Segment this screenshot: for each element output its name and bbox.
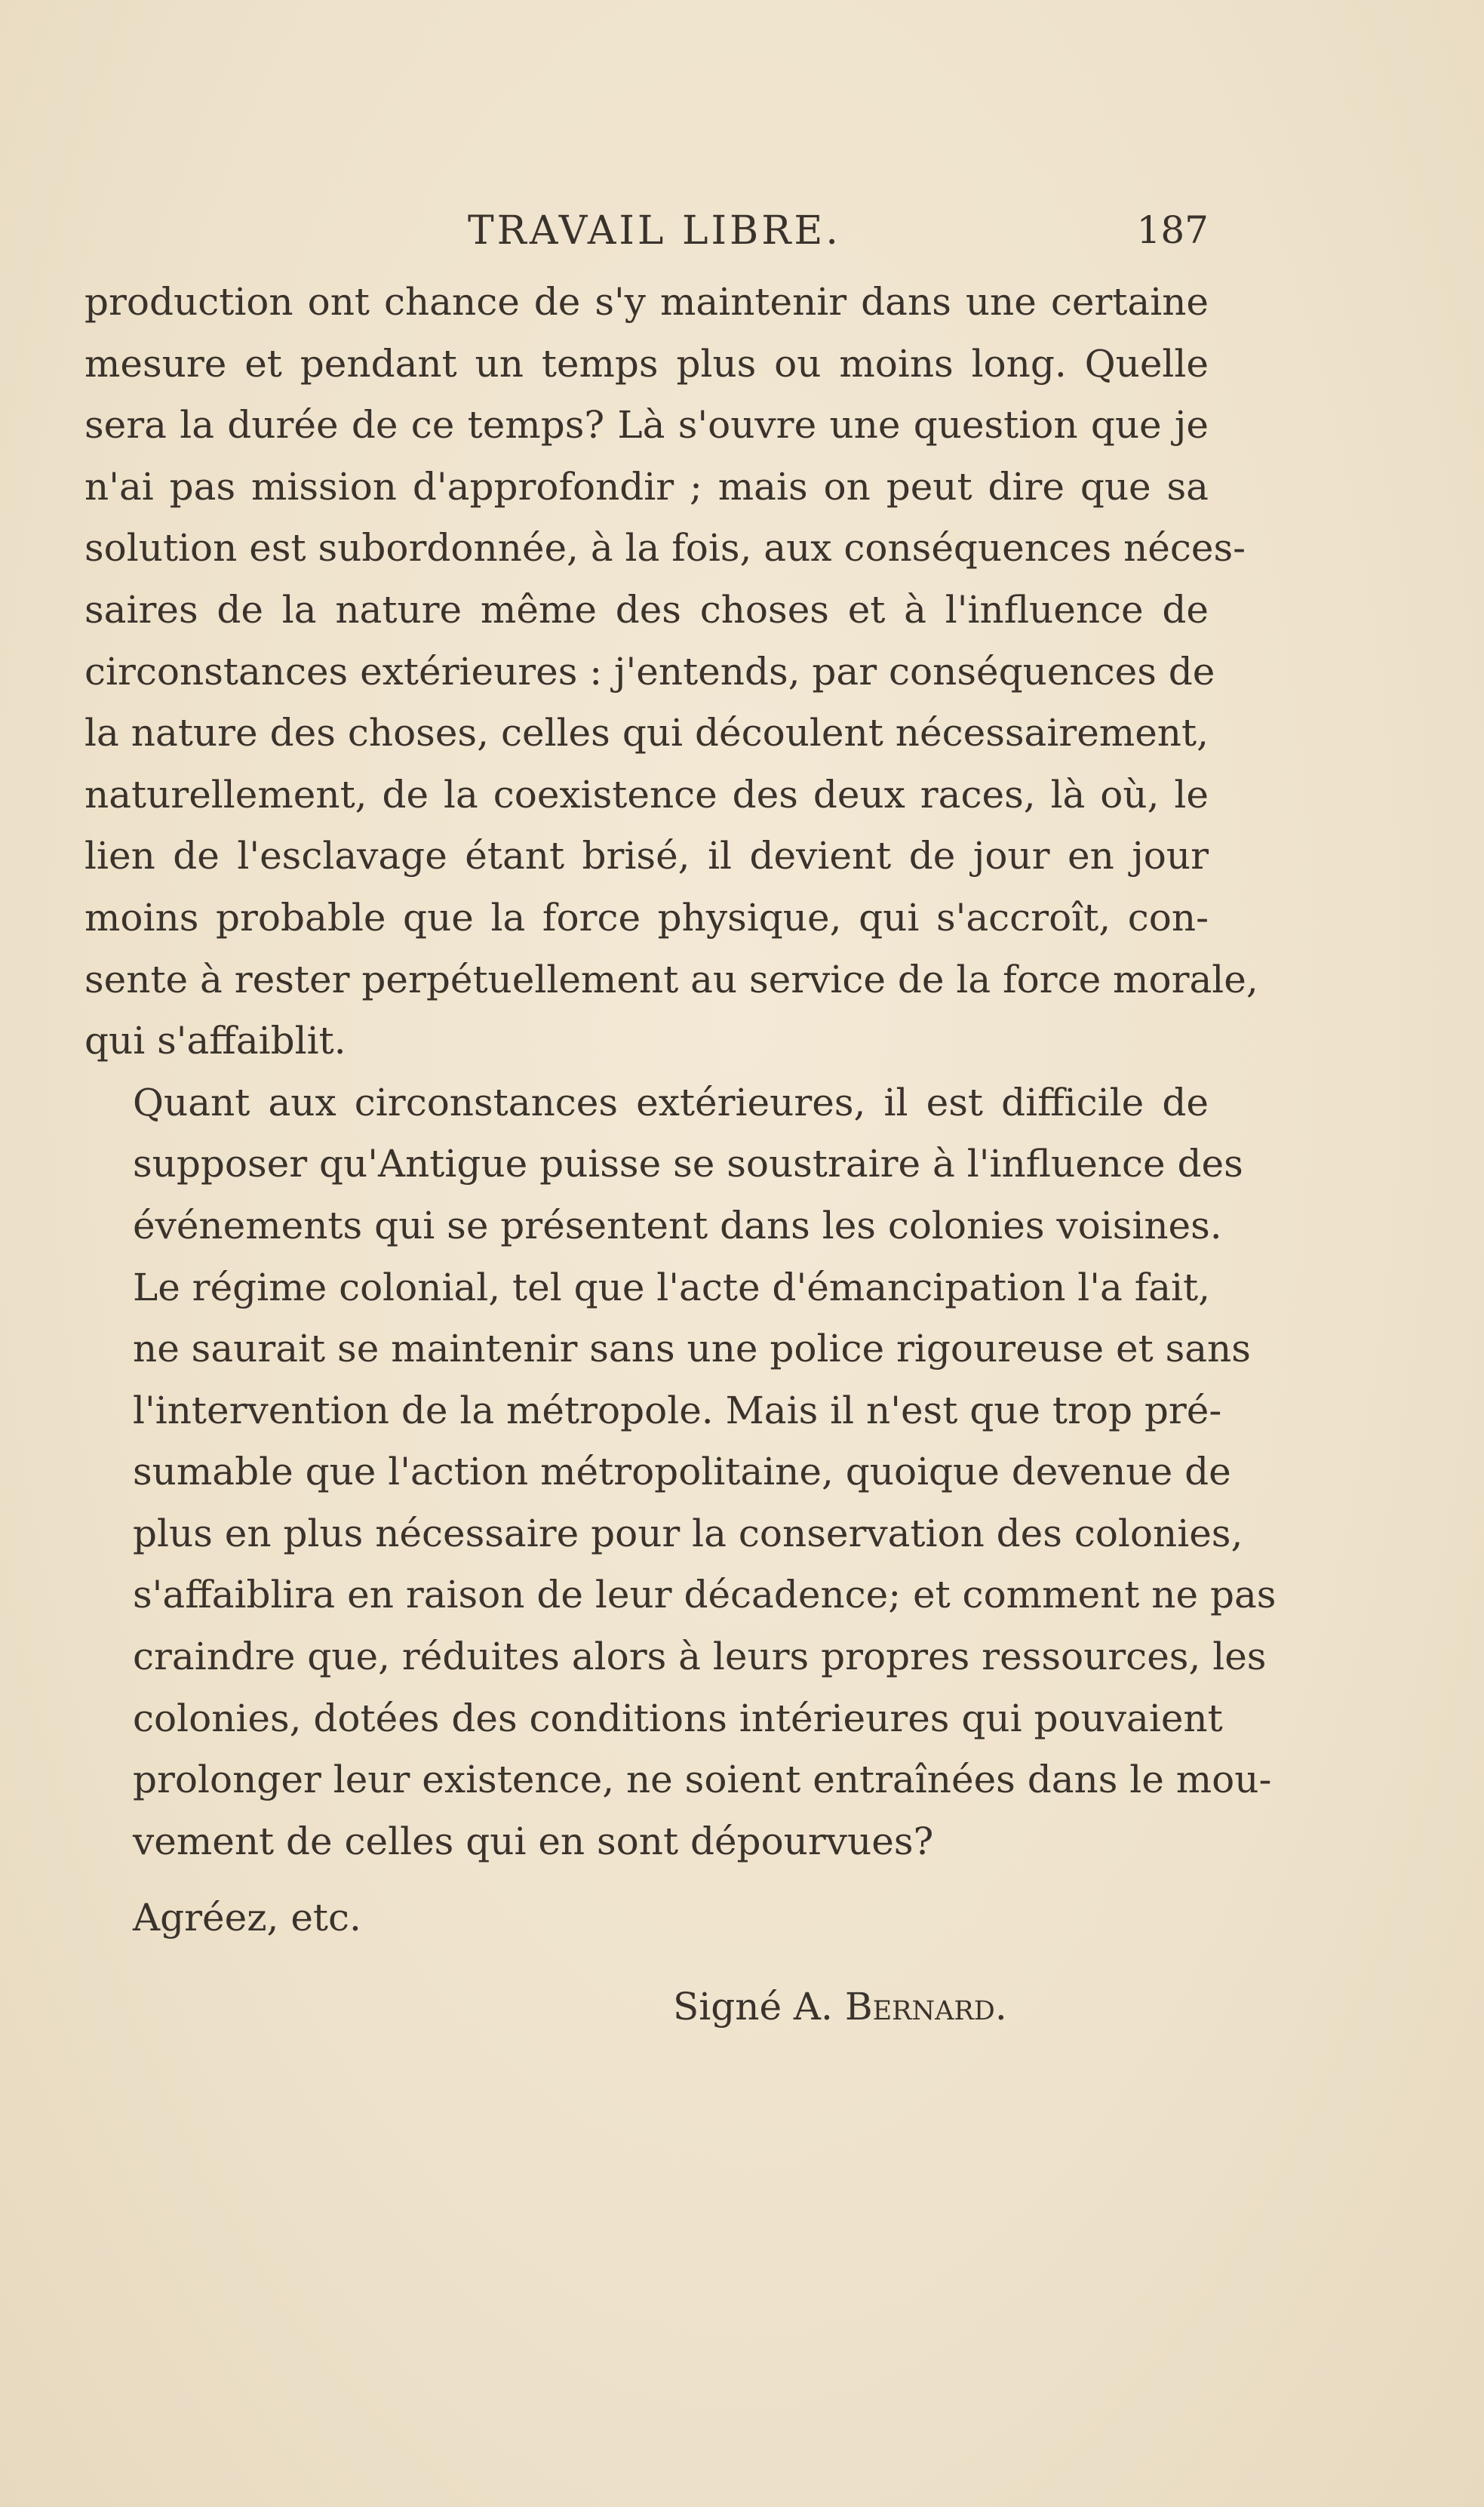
paragraph-1 xyxy=(84,272,1258,1072)
page-header xyxy=(84,202,1209,270)
text-line: l'intervention de la métropole. Mais il n'est que trop pré- xyxy=(133,1388,1222,1432)
signature-name: Bernard. xyxy=(844,1985,1007,2029)
text-line: colonies, dotées des conditions intérieures qui pouvaient xyxy=(133,1696,1223,1740)
text-line: Le régime colonial, tel que l'acte d'émancipation l'a fait, xyxy=(133,1265,1211,1309)
running-title: TRAVAIL LIBRE. xyxy=(468,208,841,254)
text-line: craindre que, réduites alors à leurs propres ressources, les xyxy=(133,1635,1267,1679)
text-line: prolonger leur existence, ne soient entraînées dans le mou- xyxy=(133,1758,1272,1802)
body-text xyxy=(84,272,1277,1872)
text-line: qui s'affaiblit. xyxy=(84,1019,346,1063)
text-line: vement de celles qui en sont dépourvues? xyxy=(133,1819,934,1863)
text-line: moins probable que la force physique, qui s'accroît, con- xyxy=(84,895,1209,940)
paragraph-2 xyxy=(84,1072,1243,1257)
text-line: saires de la nature même des choses et à l'influence de xyxy=(84,587,1209,632)
text-line: ne saurait se maintenir sans une police rigoureuse et sans xyxy=(133,1327,1251,1371)
page-number: 187 xyxy=(1136,208,1209,252)
text-line: événements qui se présentent dans les colonies voisines. xyxy=(133,1203,1222,1247)
text-line: solution est subordonnée, à la fois, aux conséquences néces- xyxy=(84,526,1246,571)
text-line: Quant aux circonstances extérieures, il est difficile de xyxy=(133,1080,1209,1124)
signature-prefix: Signé A. xyxy=(673,1985,833,2029)
text-line: sera la durée de ce temps? Là s'ouvre une question que je xyxy=(84,403,1209,448)
text-line: circonstances extérieures : j'entends, par conséquences de xyxy=(84,649,1215,694)
text-line: la nature des choses, celles qui découlent nécessairement, xyxy=(84,711,1209,755)
text-line: n'ai pas mission d'approfondir ; mais on peut dire que sa xyxy=(84,464,1209,509)
text-line: plus en plus nécessaire pour la conservation des colonies, xyxy=(133,1511,1243,1555)
closing-formula: Agréez, etc. xyxy=(133,1896,361,1939)
signature xyxy=(673,1985,1007,2029)
text-line: lien de l'esclavage étant brisé, il devient de jour en jour xyxy=(84,834,1209,878)
text-line: s'affaiblira en raison de leur décadence; et comment ne pas xyxy=(133,1573,1277,1617)
paragraph-3 xyxy=(84,1257,1277,1873)
text-line: sente à rester perpétuellement au service de la force morale, xyxy=(84,957,1258,1001)
text-line: naturellement, de la coexistence des deux races, là où, le xyxy=(84,772,1209,817)
text-line: mesure et pendant un temps plus ou moins long. Quelle xyxy=(84,341,1209,386)
text-line: production ont chance de s'y maintenir dans une certaine xyxy=(84,280,1209,324)
text-line: sumable que l'action métropolitaine, quoique devenue de xyxy=(133,1450,1231,1494)
text-line: supposer qu'Antigue puisse se soustraire à l'influence des xyxy=(133,1142,1243,1186)
